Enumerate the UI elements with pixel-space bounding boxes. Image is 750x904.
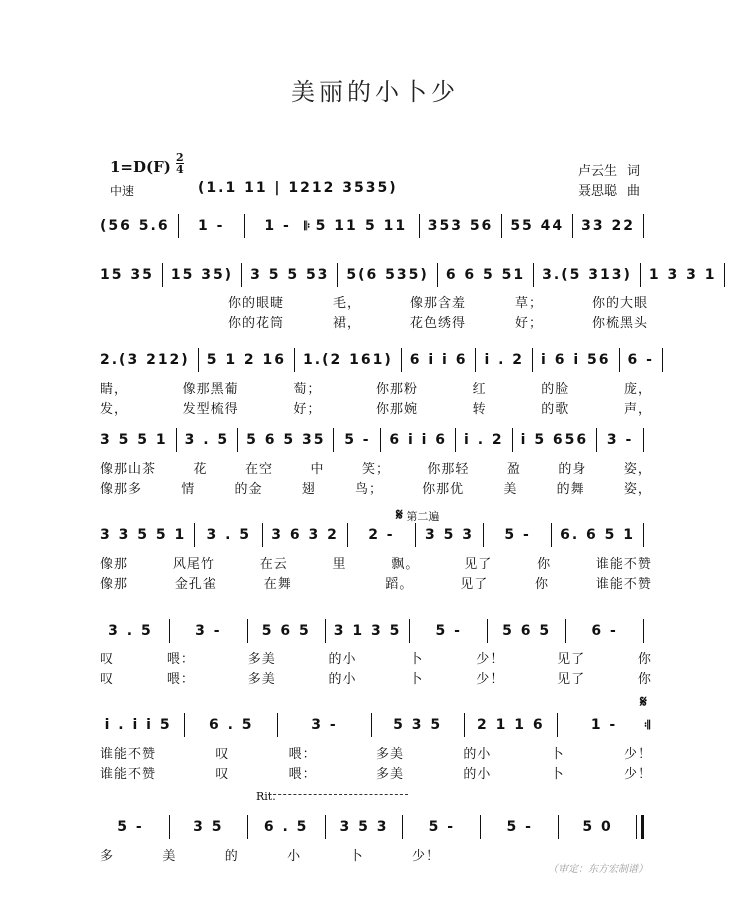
lyric: 卜 — [550, 767, 565, 782]
measure: (56 5.6 — [100, 218, 170, 234]
measure: 3 6 3 2 — [271, 527, 339, 543]
lyrics-row7-verse1 — [100, 743, 652, 762]
lyric: 你梳黑头 — [591, 316, 648, 331]
lyric: 卜 — [550, 747, 565, 762]
barline — [415, 523, 416, 547]
measure: 6. 6 5 1 — [560, 527, 636, 543]
measure: 3 3 5 5 1 — [100, 527, 187, 543]
measure: 3 5 5 53 — [250, 267, 330, 283]
lyrics-row5-verse1 — [100, 553, 652, 572]
lyrics-row6-verse1 — [100, 648, 652, 667]
lyric: 花色绣得 — [409, 316, 466, 331]
measure: 5 - — [428, 819, 456, 835]
score-row-6 — [100, 616, 652, 646]
lyrics-row4-verse1 — [100, 458, 652, 477]
barline — [241, 263, 242, 287]
lyric: 姿， — [623, 482, 652, 497]
lyric: 蹈。 — [385, 577, 414, 592]
barline — [643, 428, 644, 452]
barline — [325, 815, 326, 839]
lyric: 喂： — [288, 747, 317, 762]
measure: 15 35) — [170, 267, 234, 283]
rit-marking: Rit. — [256, 790, 276, 803]
barline — [247, 815, 248, 839]
measure: 6 i i 6 — [409, 352, 468, 368]
barline — [437, 263, 438, 287]
barline — [169, 619, 170, 643]
lyric: 翅 — [301, 482, 316, 497]
lyric: 少！ — [623, 747, 652, 762]
barline — [419, 214, 420, 238]
rit-extension-line — [268, 794, 408, 795]
barline — [244, 214, 245, 238]
barline — [337, 263, 338, 287]
lyric: 里 — [332, 557, 347, 572]
tempo-marking: 中速 — [110, 184, 135, 198]
score-row-5 — [100, 520, 652, 550]
lyric: 的小 — [328, 672, 357, 687]
measure: 5 1 2 16 — [206, 352, 287, 368]
barline — [325, 619, 326, 643]
lyric: 的身 — [558, 462, 587, 477]
lyric: 叹 — [100, 672, 115, 687]
lyric: 美 — [162, 849, 177, 864]
lyric: 的金 — [234, 482, 263, 497]
barline — [480, 815, 481, 839]
lyric: 你那优 — [422, 482, 465, 497]
lyric: 卜 — [349, 849, 364, 864]
repeat-start-sign: 𝄆 — [304, 218, 311, 233]
time-numerator: 2 — [176, 151, 184, 164]
measure: i . 2 — [464, 432, 504, 448]
lyrics-row6-verse2 — [100, 668, 652, 687]
lyrics-row3-verse2 — [100, 398, 652, 417]
barline — [596, 428, 597, 452]
lyric: 好； — [514, 316, 543, 331]
lyric: 叹 — [215, 747, 230, 762]
lyrics-row2-verse1 — [228, 292, 648, 311]
measure: 3 - — [311, 717, 338, 733]
measure: 3 5 — [193, 819, 224, 835]
lyric: 的 — [224, 849, 239, 864]
measure: 3 - — [195, 623, 222, 639]
lyricist-role: 词 — [627, 164, 641, 179]
measure: 2.(3 212) — [100, 352, 190, 368]
measure: 5 0 — [582, 819, 613, 835]
lyric: 见了 — [557, 652, 586, 667]
measure: i . 2 — [484, 352, 525, 368]
measure: 1 - — [264, 218, 291, 234]
measure: 55 44 — [510, 218, 565, 234]
lyric: 像那含羞 — [409, 296, 466, 311]
measure: 5 - — [435, 623, 462, 639]
measure: 33 22 — [581, 218, 635, 234]
repeat-end-sign: 𝄇 — [644, 717, 650, 732]
score-row-7 — [100, 710, 652, 740]
measure: 5 6 5 — [261, 623, 311, 639]
measure: 15 35 — [100, 267, 154, 283]
intro-phrase: (1.1 11 | 1212 3535) — [198, 180, 398, 196]
measure: 3 . 5 — [184, 432, 230, 448]
barline — [532, 348, 533, 372]
measure: 5 11 — [365, 218, 408, 234]
barline — [162, 263, 163, 287]
measure: 5 - — [344, 432, 371, 448]
composer-credit — [578, 180, 640, 199]
barline — [176, 428, 177, 452]
lyric: 谁能不赞 — [595, 557, 652, 572]
lyric: 在空 — [244, 462, 273, 477]
second-time-label: 第二遍 — [406, 510, 440, 523]
lyric: 红 — [472, 382, 487, 397]
score-row-2 — [100, 260, 717, 290]
barline — [409, 619, 410, 643]
lyrics-row5-verse2 — [100, 573, 652, 592]
score-row-1 — [100, 211, 652, 241]
lyric: 你的眼睫 — [228, 296, 285, 311]
barline — [551, 523, 552, 547]
lyric: 你 — [637, 672, 652, 687]
barline — [347, 523, 348, 547]
lyric: 情 — [181, 482, 196, 497]
lyric: 萄； — [293, 382, 322, 397]
lyric: 转 — [472, 402, 487, 417]
segno-icon: 𝄋 — [640, 692, 647, 711]
barline — [198, 348, 199, 372]
lyric: 多美 — [375, 767, 404, 782]
score-row-4 — [100, 425, 652, 455]
barline — [464, 713, 465, 737]
measure: 3 5 3 — [339, 819, 389, 835]
measure: 3 5 3 — [425, 527, 474, 543]
barline — [565, 619, 566, 643]
lyrics-row2-verse2 — [228, 312, 648, 331]
lyric: 的舞 — [556, 482, 585, 497]
song-title: 美丽的小卜少 — [291, 78, 459, 106]
key-signature: 1=D(F) — [110, 158, 171, 176]
lyric: 裙， — [332, 316, 361, 331]
measure: 6 - — [591, 623, 618, 639]
lyric: 少！ — [476, 672, 505, 687]
barline — [380, 428, 381, 452]
measure: 1.(2 161) — [303, 352, 393, 368]
lyric: 多美 — [375, 747, 404, 762]
measure: 2 - — [368, 527, 395, 543]
lyrics-row3-verse1 — [100, 378, 652, 397]
measure: 3.(5 313) — [542, 267, 632, 283]
lyric: 多美 — [247, 672, 276, 687]
lyric: 姿， — [623, 462, 652, 477]
measure: 2 1 1 6 — [477, 717, 545, 733]
lyric: 你那婉 — [375, 402, 418, 417]
composer-name: 聂思聪 — [578, 184, 618, 199]
barline — [194, 523, 195, 547]
lyric: 毛， — [332, 296, 361, 311]
lyricist-credit — [578, 160, 640, 179]
lyric: 叹 — [215, 767, 230, 782]
lyric: 飘。 — [391, 557, 420, 572]
lyric: 少！ — [411, 849, 440, 864]
measure: 5 - — [117, 819, 144, 835]
lyric: 喂： — [166, 672, 195, 687]
barline — [512, 428, 513, 452]
score-row-8 — [100, 812, 652, 842]
lyric: 多 — [100, 849, 115, 864]
lyric: 风尾竹 — [172, 557, 215, 572]
measure: 5 11 — [315, 218, 358, 234]
score-row-3 — [100, 345, 652, 375]
measure: 6 6 5 51 — [445, 267, 526, 283]
lyric: 见了 — [557, 672, 586, 687]
lyric: 中 — [310, 462, 325, 477]
lyric: 你的大眼 — [591, 296, 648, 311]
measure: i . i i 5 — [104, 717, 172, 733]
barline — [572, 214, 573, 238]
measure: 5 - — [506, 819, 533, 835]
lyric: 鸟； — [354, 482, 383, 497]
lyric: 少！ — [476, 652, 505, 667]
barline — [643, 214, 644, 238]
lyric: 的歌 — [541, 402, 570, 417]
measure: 1 - — [198, 218, 225, 234]
barline — [533, 263, 534, 287]
measure: 3 5 5 1 — [100, 432, 168, 448]
lyric: 草； — [514, 296, 543, 311]
lyric: 睛， — [100, 382, 129, 397]
barline — [294, 348, 295, 372]
lyric: 你的花筒 — [228, 316, 285, 331]
measure: 5 6 5 35 — [246, 432, 326, 448]
barline — [401, 348, 402, 372]
lyric: 谁能不赞 — [100, 747, 157, 762]
lyric: 像那 — [100, 577, 129, 592]
measure: 3 - — [606, 432, 634, 448]
measure: 6 . 5 — [263, 819, 309, 835]
measure: 6 i i 6 — [389, 432, 448, 448]
barline — [455, 428, 456, 452]
time-signature — [176, 152, 184, 175]
measure: 3 . 5 — [206, 527, 252, 543]
lyric: 你 — [537, 557, 552, 572]
barline — [643, 523, 644, 547]
measure: 3 1 3 5 — [333, 623, 402, 639]
measure: 1 - — [590, 717, 618, 733]
lyric: 喂： — [288, 767, 317, 782]
lyric: 笑； — [361, 462, 390, 477]
barline — [402, 815, 403, 839]
lyric: 见了 — [460, 577, 489, 592]
lyrics-row8 — [100, 845, 440, 864]
lyric: 多美 — [247, 652, 276, 667]
lyrics-row4-verse2 — [100, 478, 652, 497]
barline — [247, 619, 248, 643]
barline — [475, 348, 476, 372]
barline — [277, 713, 278, 737]
barline — [640, 263, 641, 287]
barline — [237, 428, 238, 452]
barline — [724, 263, 725, 287]
barline — [558, 815, 559, 839]
barline — [262, 523, 263, 547]
barline — [662, 348, 663, 372]
lyric: 少！ — [623, 767, 652, 782]
lyric: 你 — [637, 652, 652, 667]
lyric: 花 — [193, 462, 208, 477]
measure: 1 3 3 1 — [648, 267, 717, 283]
measure: 353 56 — [427, 218, 494, 234]
lyric: 的小 — [463, 767, 492, 782]
segno-icon: 𝄋 — [396, 505, 403, 524]
lyric: 在舞 — [263, 577, 292, 592]
lyric: 你那粉 — [375, 382, 418, 397]
barline — [178, 214, 179, 238]
lyric: 卜 — [409, 652, 424, 667]
measure: i 6 i 56 — [541, 352, 611, 368]
lyric: 声， — [623, 402, 652, 417]
lyric: 像那 — [100, 557, 129, 572]
lyric: 的小 — [463, 747, 492, 762]
lyric: 像那黑葡 — [182, 382, 239, 397]
barline — [333, 428, 334, 452]
lyric: 你那轻 — [427, 462, 470, 477]
barline — [501, 214, 502, 238]
lyric: 卜 — [409, 672, 424, 687]
time-denominator: 4 — [176, 163, 184, 176]
measure: 6 . 5 — [209, 717, 254, 733]
lyric: 喂： — [166, 652, 195, 667]
composer-role: 曲 — [627, 184, 641, 199]
measure: 5 6 5 — [502, 623, 552, 639]
barline — [169, 815, 170, 839]
lyric: 像那多 — [100, 482, 143, 497]
lyric: 谁能不赞 — [100, 767, 157, 782]
barline — [557, 713, 558, 737]
measure: i 5 656 — [520, 432, 589, 448]
lyric: 盈 — [506, 462, 521, 477]
barline — [184, 713, 185, 737]
lyric: 小 — [287, 849, 302, 864]
lyric: 的脸 — [541, 382, 570, 397]
barline — [371, 713, 372, 737]
final-barline — [636, 815, 644, 839]
measure: 3 . 5 — [108, 623, 153, 639]
lyric: 的小 — [328, 652, 357, 667]
lyric: 叹 — [100, 652, 115, 667]
publisher-stamp: （审定：东方宏制谱） — [548, 864, 648, 875]
barline — [643, 619, 644, 643]
lyric: 金孔雀 — [174, 577, 217, 592]
lyrics-row7-verse2 — [100, 763, 652, 782]
measure: 5(6 535) — [346, 267, 429, 283]
lyric: 发， — [100, 402, 129, 417]
lyric: 在云 — [259, 557, 288, 572]
lyric: 美 — [503, 482, 518, 497]
barline — [483, 523, 484, 547]
lyric: 庞， — [623, 382, 652, 397]
lyric: 发型梳得 — [182, 402, 239, 417]
lyric: 好； — [293, 402, 322, 417]
lyric: 像那山茶 — [100, 462, 157, 477]
measure: 5 3 5 — [393, 717, 443, 733]
barline — [487, 619, 488, 643]
barline — [619, 348, 620, 372]
lyric: 你 — [535, 577, 550, 592]
lyric: 谁能不赞 — [595, 577, 652, 592]
lyricist-name: 卢云生 — [578, 164, 618, 179]
measure: 6 - — [627, 352, 654, 368]
measure: 5 - — [504, 527, 531, 543]
lyric: 见了 — [464, 557, 493, 572]
